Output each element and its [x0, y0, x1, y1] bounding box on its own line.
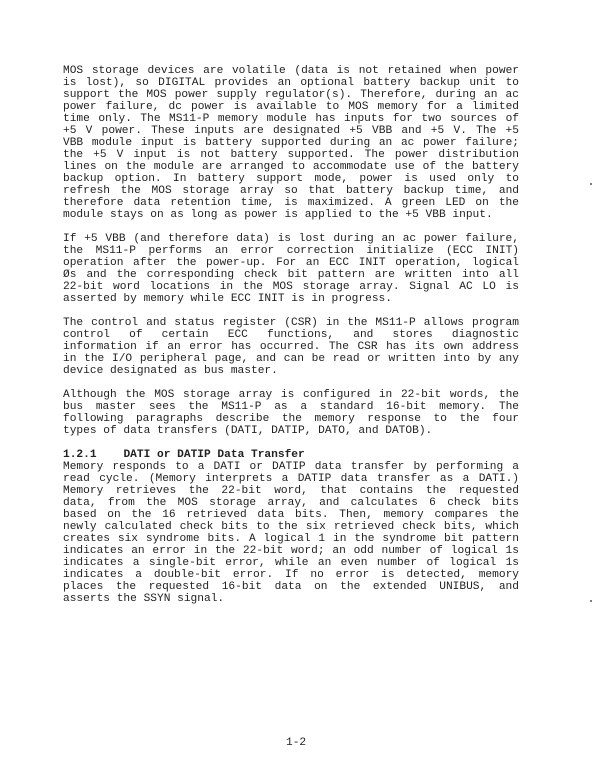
text-line: the MS11-P performs an error correction initialize (ECC INIT) [63, 245, 519, 257]
text-line: control of certain ECC functions, and stores diagnostic [63, 329, 519, 341]
text-line: 22-bit word locations in the MOS storage array. Signal AC LO is [63, 281, 519, 293]
text-line: indicates an error in the 22-bit word; an odd number of logical 1s [63, 545, 519, 557]
section-title: DATI or DATIP Data Transfer [123, 449, 305, 461]
text-line: read cycle. (Memory interprets a DATIP data transfer as a DATI.) [63, 473, 519, 485]
text-line: in the I/O peripheral page, and can be read or written into by any [63, 353, 519, 365]
text-line: operation after the power-up. For an ECC INIT operation, logical [63, 257, 519, 269]
text-line: data, from the MOS storage array, and calculates 6 check bits [63, 497, 519, 509]
section-dati-datip [63, 449, 519, 605]
text-line: information if an error has occurred. The CSR has its own address [63, 341, 519, 353]
text-line: +5 V power. These inputs are designated +5 VBB and +5 V. The +5 [63, 125, 519, 137]
text-line: If +5 VBB (and therefore data) is lost during an ac power failure, [63, 233, 519, 245]
page-number: 1-2 [286, 737, 307, 749]
text-line: Memory responds to a DATI or DATIP data transfer by performing a [63, 461, 519, 473]
text-line: backup option. In battery support mode, power is used only to [63, 173, 519, 185]
text-line: Øs and the corresponding check bit pattern are written into all [63, 269, 519, 281]
text-line: VBB module input is battery supported during an ac power failure; [63, 137, 519, 149]
text-line: power failure, dc power is available to MOS memory for a limited [63, 101, 519, 113]
scan-speck [590, 600, 592, 602]
text-line: refresh the MOS storage array so that battery backup time, and [63, 185, 519, 197]
paragraph-battery-backup [63, 65, 519, 221]
text-line: lines on the module are arranged to accommodate use of the battery [63, 161, 519, 173]
text-line: module stays on as long as power is applied to the +5 VBB input. [63, 209, 493, 221]
text-line: asserted by memory while ECC INIT is in progress. [63, 293, 392, 305]
text-line: following paragraphs describe the memory response to the four [63, 413, 519, 425]
paragraph-data-transfers [63, 389, 519, 437]
section-body [63, 461, 519, 605]
text-line: the +5 V input is not battery supported. The power distribution [63, 149, 519, 161]
text-line: device designated as bus master. [63, 365, 278, 377]
text-line: types of data transfers (DATI, DATIP, DATO, and DATOB). [63, 425, 433, 437]
text-line: based on the 16 retrieved data bits. Then, memory compares the [63, 509, 519, 521]
text-line: time only. The MS11-P memory module has inputs for two sources of [63, 113, 519, 125]
section-heading [63, 449, 519, 461]
text-line: newly calculated check bits to the six retrieved check bits, which [63, 521, 519, 533]
text-line: places the requested 16-bit data on the extended UNIBUS, and [63, 581, 519, 593]
text-line: support the MOS power supply regulator(s). Therefore, during an ac [63, 89, 519, 101]
paragraph-ecc-init [63, 233, 519, 305]
text-line: indicates a single-bit error, while an even number of logical 1s [63, 557, 519, 569]
text-line: asserts the SSYN signal. [63, 593, 225, 605]
text-line: Memory retrieves the 22-bit word, that contains the requested [63, 485, 519, 497]
text-line: The control and status register (CSR) in the MS11-P allows program [63, 317, 519, 329]
text-line: therefore data retention time, is maximized. A green LED on the [63, 197, 519, 209]
text-line: indicates a double-bit error. If no error is detected, memory [63, 569, 519, 581]
text-line: bus master sees the MS11-P as a standard 16-bit memory. The [63, 401, 519, 413]
text-line: is lost), so DIGITAL provides an optional battery backup unit to [63, 77, 519, 89]
page-body [63, 65, 519, 617]
section-number: 1.2.1 [63, 449, 97, 461]
paragraph-csr [63, 317, 519, 377]
text-line: creates six syndrome bits. A logical 1 in the syndrome bit pattern [63, 533, 519, 545]
text-line: MOS storage devices are volatile (data is not retained when power [63, 65, 519, 77]
text-line: Although the MOS storage array is configured in 22-bit words, the [63, 389, 519, 401]
scan-speck [590, 183, 592, 185]
